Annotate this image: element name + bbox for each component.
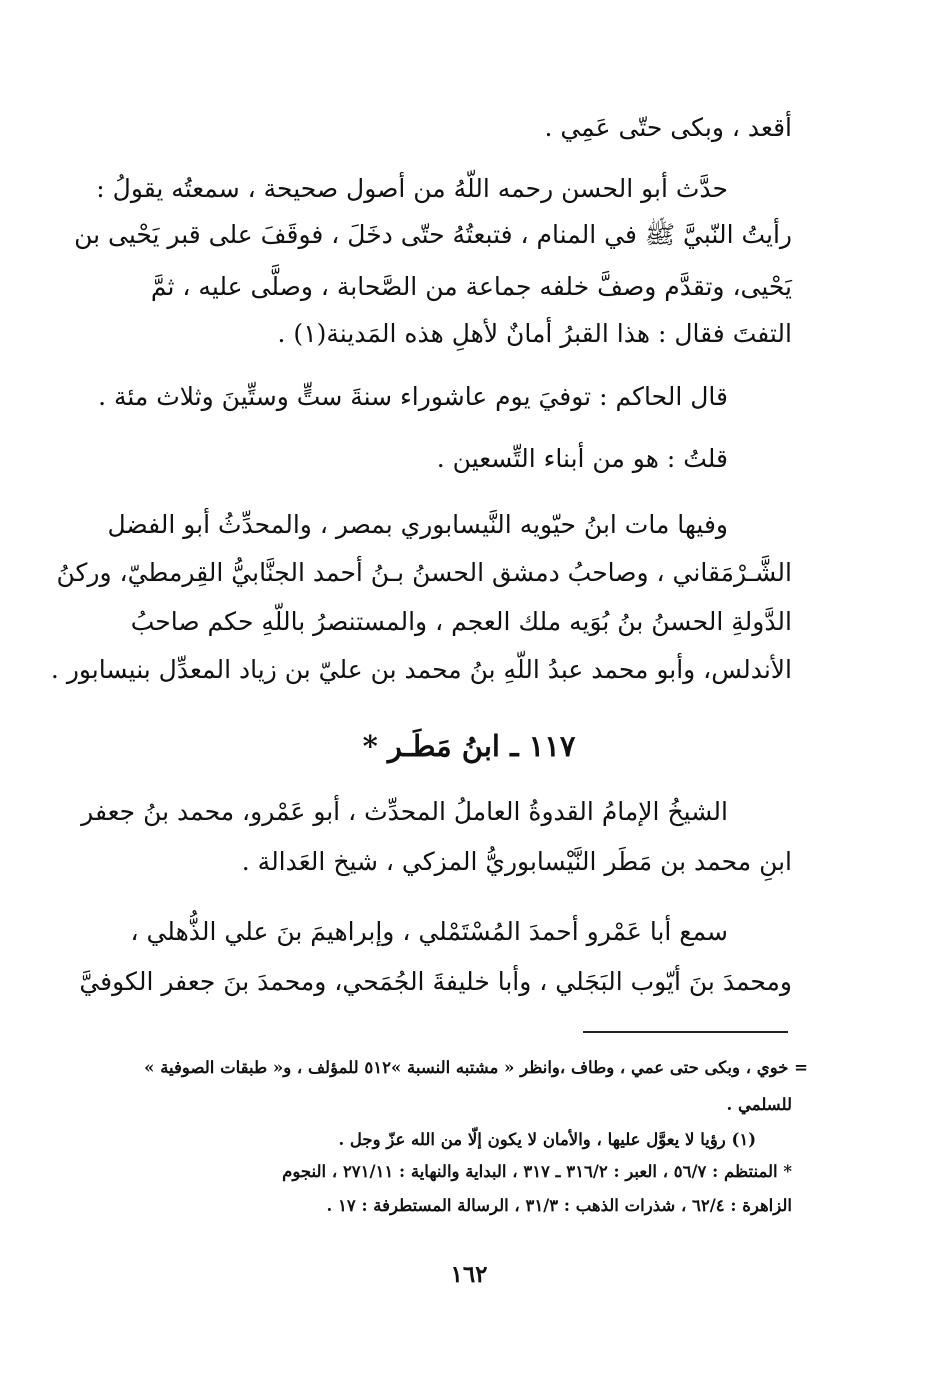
body-line-13: ابنِ محمد بن مَطَر النَّيْسابوريُّ المزكي ، شيخ العَدالة . bbox=[241, 847, 792, 876]
footnote-line-3: (١) رؤيا لا يعوَّل عليها ، والأمان لا يكون إلّا من الله عزّ وجل . bbox=[338, 1130, 756, 1149]
body-line-14: سمع أبا عَمْرو أحمدَ المُسْتَمْلي ، وإبراهيمَ بنَ علي الذُّهلي ، bbox=[130, 917, 728, 946]
body-line-3: رأيتُ النّبيَّ ﷺ في المنام ، فتبعتُهُ حتّى دخَلَ ، فوقَفَ على قبر يَحْيى بن bbox=[74, 220, 792, 249]
page-number: ١٦٢ bbox=[450, 1261, 488, 1288]
entry-heading: ١١٧ ـ ابنُ مَطَـر * bbox=[362, 729, 576, 763]
body-line-7: قلتُ : هو من أبناء التِّسعين . bbox=[436, 444, 728, 473]
body-line-5: التفتَ فقال : هذا القبرُ أمانٌ لأهلِ هذه المَدينة(١) . bbox=[277, 319, 792, 348]
body-line-15: ومحمدَ بنَ أيّوب البَجَلي ، وأبا خليفةَ الجُمَحي، ومحمدَ بنَ جعفر الكوفيَّ bbox=[79, 967, 792, 996]
body-line-8: وفيها مات ابنُ حيّويه النَّيسابوري بمصر ، والمحدِّثُ أبو الفضل bbox=[107, 510, 728, 539]
footnote-separator bbox=[583, 1031, 788, 1033]
footnote-line-2: للسلمي . bbox=[726, 1095, 792, 1114]
body-line-11: الأندلس، وأبو محمد عبدُ اللّهِ بنُ محمد بن عليّ بن زياد المعدِّل بنيسابور . bbox=[50, 655, 792, 684]
body-line-9: الشَّـرْمَقاني ، وصاحبُ دمشق الحسنُ بـنُ أحمد الجنَّابيُّ القِرمطيّ، وركنُ bbox=[56, 558, 792, 587]
body-line-4: يَحْيى، وتقدَّم وصفَّ خلفه جماعة من الصَّحابة ، وصلَّى عليه ، ثمَّ bbox=[150, 272, 792, 301]
footnote-line-4: * المنتظم : ٥٦/٧ ، العبر : ٣١٦/٢ ـ ٣١٧ ، البداية والنهاية : ٢٧١/١١ ، النجوم bbox=[282, 1162, 792, 1181]
body-line-2: حدَّث أبو الحسن رحمه اللّهُ من أصول صحيحة ، سمعتُه يقولُ : bbox=[96, 174, 728, 203]
body-line-1: أقعد ، وبكى حتّى عَمِي . bbox=[544, 113, 792, 142]
footnote-line-5: الزاهرة : ٦٢/٤ ، شذرات الذهب : ٣١/٣ ، الرسالة المستطرفة : ١٧ . bbox=[326, 1196, 792, 1215]
body-line-6: قال الحاكم : توفيَ يوم عاشوراء سنةَ ستٍّ وستِّينَ وثلاث مئة . bbox=[98, 382, 728, 411]
body-line-12: الشيخُ الإمامُ القدوةُ العاملُ المحدِّث ، أبو عَمْرو، محمد بنُ جعفر bbox=[81, 797, 728, 826]
footnote-line-1: = خوي ، وبكى حتى عمي ، وطاف ،وانظر « مشتبه النسبة »٥١٢ للمؤلف ، و« طبقات الصوفية » bbox=[144, 1058, 808, 1077]
body-line-10: الدَّولةِ الحسنُ بنُ بُوَيه ملك العجم ، والمستنصرُ باللّهِ حكم صاحبُ bbox=[130, 607, 792, 636]
